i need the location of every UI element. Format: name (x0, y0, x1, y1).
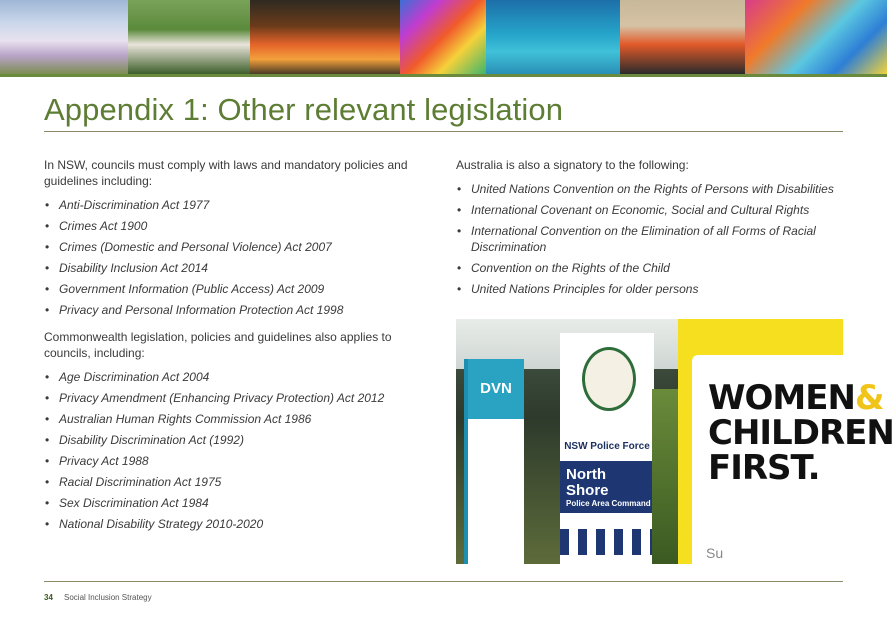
list-item: • Privacy Amendment (Enhancing Privacy Protection) Act 2012 (44, 390, 424, 406)
slogan-line-1: WOMEN (708, 378, 855, 418)
slogan-ampersand: & (854, 378, 884, 418)
page-title: Appendix 1: Other relevant legislation (44, 92, 564, 127)
list-item: • Racial Discrimination Act 1975 (44, 474, 424, 490)
list-item: • Convention on the Rights of the Child (456, 260, 843, 276)
banner-photo-lion-dance (250, 0, 400, 74)
title-divider (44, 131, 843, 132)
slogan-bottom-text: Su (706, 545, 724, 561)
police-banner-name: NSW Police Force (564, 441, 650, 452)
police-area-command: Police Area Command (566, 499, 651, 508)
dvn-banner (464, 359, 524, 564)
list-item: • Sex Discrimination Act 1984 (44, 495, 424, 511)
list-item: • Australian Human Rights Commission Act 1986 (44, 411, 424, 427)
list-item: • Disability Discrimination Act (1992) (44, 432, 424, 448)
footer-divider (44, 581, 843, 582)
police-crest-icon (582, 347, 636, 411)
list-item: • United Nations Principles for older persons (456, 281, 843, 297)
commonwealth-intro: Commonwealth legislation, policies and guidelines also applies to councils, including: (44, 330, 392, 360)
list-item: • International Convention on the Elimination of all Forms of Racial Discrimination (456, 223, 843, 255)
list-item: • Government Information (Public Access) Act 2009 (44, 281, 424, 297)
banner-photo-women (620, 0, 745, 74)
dvn-banner-heading: DVN (468, 359, 524, 419)
banner-photo-pool (486, 0, 620, 74)
list-item: • International Covenant on Economic, Social and Cultural Rights (456, 202, 843, 218)
banner-photo-family (128, 0, 250, 74)
list-item: • Anti-Discrimination Act 1977 (44, 197, 424, 213)
right-column (456, 157, 843, 302)
list-item: • National Disability Strategy 2010-2020 (44, 516, 424, 532)
banner-divider (0, 74, 887, 77)
commonwealth-legislation-list (44, 369, 424, 532)
police-banner-area (566, 467, 652, 509)
list-item: • Crimes (Domestic and Personal Violence) Act 2007 (44, 239, 424, 255)
slogan-line-3: FIRST. (708, 448, 820, 488)
nsw-legislation-list (44, 197, 424, 318)
police-banner (560, 333, 654, 564)
police-checkered-band (560, 529, 654, 555)
international-conventions-list (456, 181, 843, 297)
slogan-text (708, 378, 894, 488)
list-item: • Crimes Act 1900 (44, 218, 424, 234)
list-item: • Age Discrimination Act 2004 (44, 369, 424, 385)
left-column (44, 157, 424, 537)
list-item: • United Nations Convention on the Rights of Persons with Disabilities (456, 181, 843, 197)
list-item: • Privacy Act 1988 (44, 453, 424, 469)
page-number: 34 (44, 593, 53, 602)
event-photo (456, 319, 894, 564)
slogan-line-2: CHILDREN (708, 413, 894, 453)
international-intro: Australia is also a signatory to the following: (456, 158, 689, 172)
banner-photo-welcome-mural (745, 0, 887, 74)
list-item: • Privacy and Personal Information Protection Act 1998 (44, 302, 424, 318)
footer-document-title: Social Inclusion Strategy (64, 593, 152, 602)
banner-photo-dancers (0, 0, 128, 74)
header-photo-banner (0, 0, 887, 74)
list-item: • Disability Inclusion Act 2014 (44, 260, 424, 276)
nsw-intro: In NSW, councils must comply with laws and mandatory policies and guidelines including: (44, 158, 408, 188)
banner-photo-rainbow-dog (400, 0, 486, 74)
police-area-name: North Shore (566, 466, 609, 499)
